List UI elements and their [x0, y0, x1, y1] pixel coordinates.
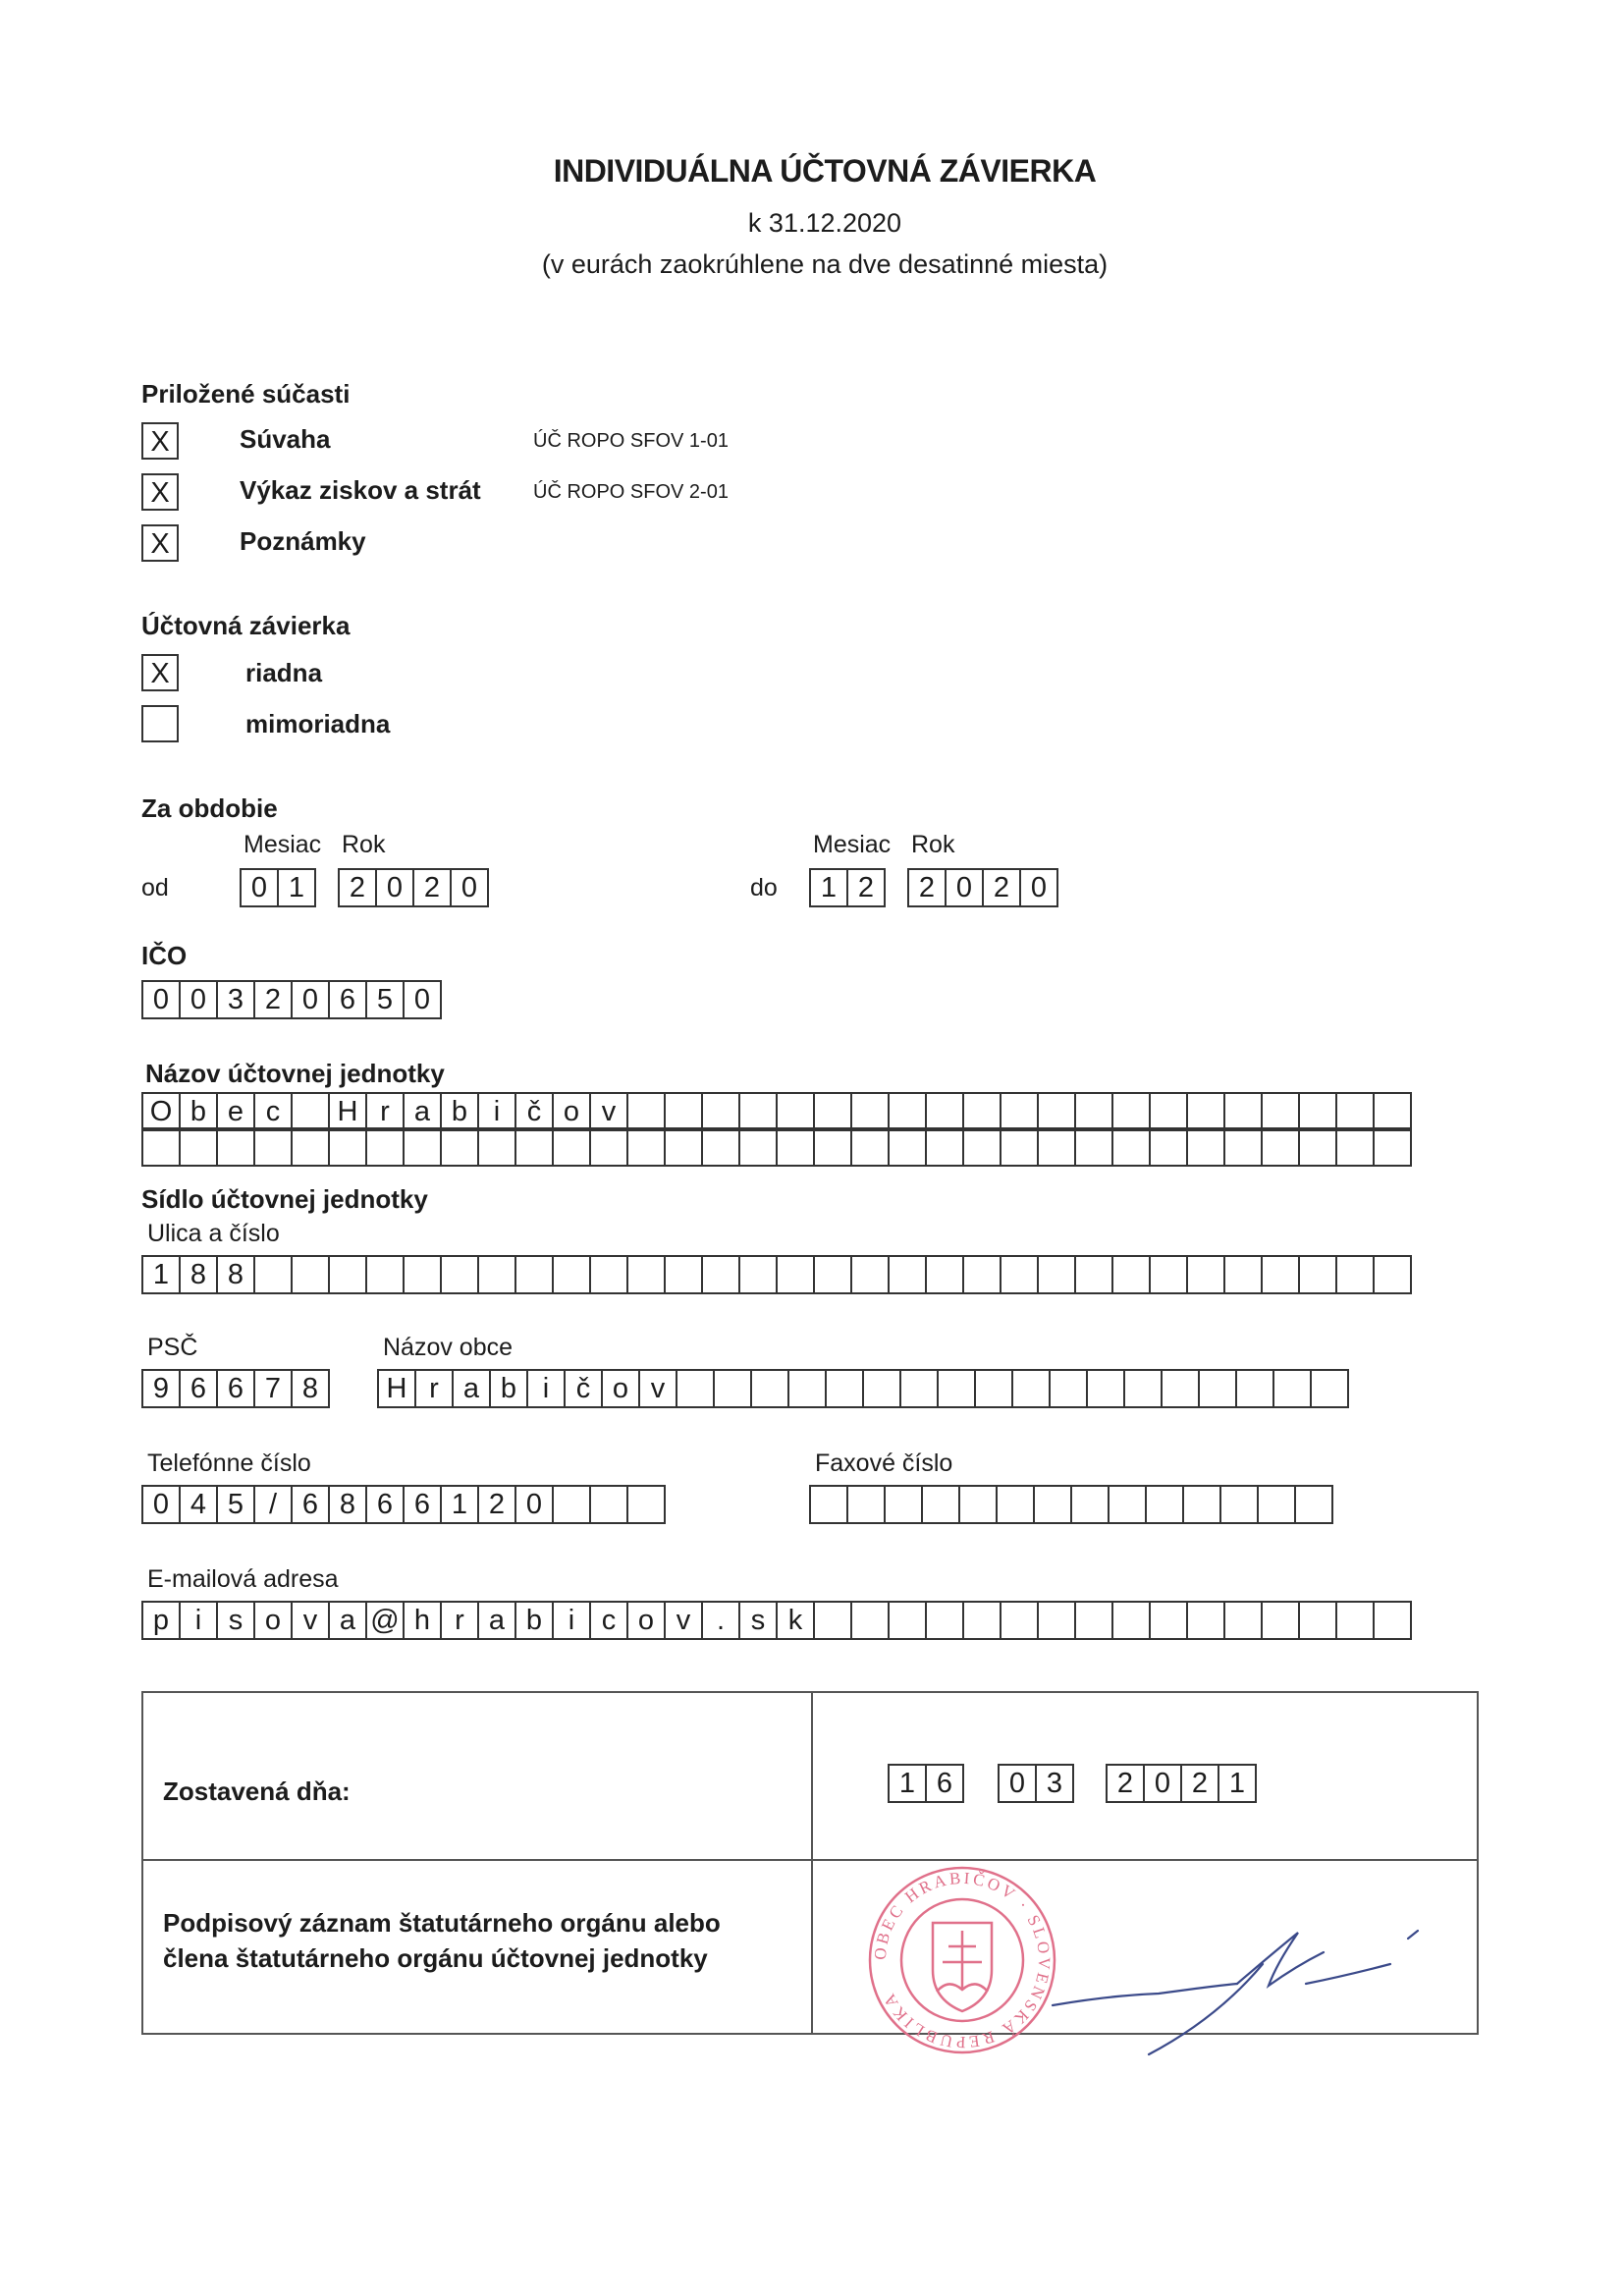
- char-cell: [1298, 1601, 1337, 1640]
- char-cell: [787, 1369, 827, 1408]
- phone-boxes[interactable]: [141, 1485, 666, 1524]
- char-cell: 0: [141, 1485, 181, 1524]
- char-cell: [962, 1255, 1001, 1294]
- char-cell: [701, 1255, 740, 1294]
- char-cell: [1186, 1255, 1225, 1294]
- char-cell: 1: [809, 868, 848, 907]
- char-cell: 2: [253, 980, 293, 1019]
- char-cell: [962, 1092, 1001, 1131]
- char-cell: [1033, 1485, 1072, 1524]
- extraordinary-label: mimoriadna: [245, 709, 391, 738]
- char-cell: a: [477, 1601, 516, 1640]
- char-cell: [1373, 1127, 1412, 1167]
- char-cell: [552, 1485, 591, 1524]
- char-cell: O: [141, 1092, 181, 1131]
- char-cell: [291, 1092, 330, 1131]
- char-cell: [738, 1092, 778, 1131]
- char-cell: [925, 1255, 964, 1294]
- char-cell: [1074, 1255, 1113, 1294]
- char-cell: [552, 1255, 591, 1294]
- char-cell: [403, 1127, 442, 1167]
- char-cell: [514, 1255, 554, 1294]
- char-cell: [1298, 1127, 1337, 1167]
- street-label: Ulica a číslo: [147, 1220, 280, 1247]
- char-cell: [862, 1369, 901, 1408]
- to-label: do: [750, 874, 778, 902]
- char-cell: v: [291, 1601, 330, 1640]
- to-month-label: Mesiac: [813, 831, 892, 858]
- email-boxes[interactable]: [141, 1601, 1412, 1640]
- char-cell: 2: [982, 868, 1021, 907]
- char-cell: [552, 1127, 591, 1167]
- char-cell: o: [626, 1601, 666, 1640]
- signature-label-line-2: člena štatutárneho orgánu účtovnej jednotky: [163, 1943, 708, 1973]
- char-cell: a: [452, 1369, 491, 1408]
- char-cell: 2: [846, 868, 886, 907]
- char-cell: [626, 1255, 666, 1294]
- char-cell: i: [179, 1601, 218, 1640]
- phone-label: Telefónne číslo: [147, 1449, 311, 1477]
- char-cell: [813, 1601, 852, 1640]
- char-cell: [664, 1127, 703, 1167]
- char-cell: [1335, 1601, 1375, 1640]
- char-cell: [1037, 1127, 1076, 1167]
- char-cell: [1086, 1369, 1125, 1408]
- sheet-checkbox[interactable]: X: [141, 422, 179, 460]
- stamp-text: OBEC HRABIČOV · SLOVENSKÁ REPUBLIKA: [870, 1868, 1055, 2052]
- char-cell: [626, 1485, 666, 1524]
- char-cell: 5: [216, 1485, 255, 1524]
- char-cell: v: [664, 1601, 703, 1640]
- date-line: k 31.12.2020: [747, 208, 902, 238]
- char-cell: [846, 1485, 886, 1524]
- char-cell: h: [403, 1601, 442, 1640]
- char-cell: [1186, 1092, 1225, 1131]
- char-cell: [813, 1092, 852, 1131]
- profit-loss-code: ÚČ ROPO SFOV 2-01: [533, 481, 729, 503]
- char-cell: r: [414, 1369, 454, 1408]
- street-boxes[interactable]: [141, 1255, 1412, 1294]
- profit-loss-checkbox[interactable]: X: [141, 473, 179, 511]
- char-cell: b: [179, 1092, 218, 1131]
- char-cell: [1149, 1127, 1188, 1167]
- char-cell: [937, 1369, 976, 1408]
- char-cell: [1070, 1485, 1110, 1524]
- sheet-label: Súvaha: [240, 424, 331, 454]
- char-cell: [1000, 1127, 1039, 1167]
- char-cell: [1111, 1127, 1151, 1167]
- from-month-label: Mesiac: [244, 831, 322, 858]
- compiled-label: Zostavená dňa:: [163, 1777, 351, 1806]
- char-cell: [664, 1092, 703, 1131]
- char-cell: v: [638, 1369, 677, 1408]
- fax-boxes[interactable]: [809, 1485, 1333, 1524]
- char-cell: 2: [1180, 1764, 1219, 1803]
- char-cell: 3: [1035, 1764, 1074, 1803]
- char-cell: [1261, 1601, 1300, 1640]
- char-cell: [514, 1127, 554, 1167]
- char-cell: H: [377, 1369, 416, 1408]
- char-cell: [1123, 1369, 1163, 1408]
- psc-label: PSČ: [147, 1334, 198, 1361]
- char-cell: [1149, 1601, 1188, 1640]
- sheet-code: ÚČ ROPO SFOV 1-01: [533, 430, 729, 452]
- char-cell: [738, 1127, 778, 1167]
- char-cell: [813, 1255, 852, 1294]
- char-cell: 0: [403, 980, 442, 1019]
- char-cell: H: [328, 1092, 367, 1131]
- char-cell: [1272, 1369, 1312, 1408]
- char-cell: 0: [240, 868, 279, 907]
- char-cell: 4: [179, 1485, 218, 1524]
- char-cell: c: [589, 1601, 628, 1640]
- extraordinary-checkbox[interactable]: [141, 705, 179, 742]
- char-cell: [813, 1127, 852, 1167]
- char-cell: [1335, 1092, 1375, 1131]
- char-cell: 0: [945, 868, 984, 907]
- char-cell: [1108, 1485, 1147, 1524]
- char-cell: o: [552, 1092, 591, 1131]
- char-cell: [477, 1255, 516, 1294]
- char-cell: k: [776, 1601, 815, 1640]
- notes-checkbox[interactable]: X: [141, 524, 179, 562]
- char-cell: 8: [328, 1485, 367, 1524]
- char-cell: e: [216, 1092, 255, 1131]
- char-cell: r: [365, 1092, 405, 1131]
- char-cell: a: [403, 1092, 442, 1131]
- char-cell: 6: [403, 1485, 442, 1524]
- char-cell: [1373, 1601, 1412, 1640]
- char-cell: 0: [514, 1485, 554, 1524]
- table-divider: [811, 1691, 813, 2035]
- char-cell: i: [477, 1092, 516, 1131]
- char-cell: 8: [179, 1255, 218, 1294]
- char-cell: 6: [365, 1485, 405, 1524]
- char-cell: [1335, 1255, 1375, 1294]
- entity-name-row-2[interactable]: [141, 1129, 1412, 1167]
- char-cell: [1111, 1255, 1151, 1294]
- char-cell: [888, 1092, 927, 1131]
- char-cell: [253, 1255, 293, 1294]
- char-cell: [776, 1092, 815, 1131]
- char-cell: 3: [216, 980, 255, 1019]
- char-cell: [1149, 1092, 1188, 1131]
- char-cell: [1261, 1255, 1300, 1294]
- profit-loss-label: Výkaz ziskov a strát: [240, 475, 481, 505]
- char-cell: o: [601, 1369, 640, 1408]
- char-cell: č: [514, 1092, 554, 1131]
- char-cell: [962, 1601, 1001, 1640]
- char-cell: [1294, 1485, 1333, 1524]
- char-cell: [974, 1369, 1013, 1408]
- char-cell: [850, 1255, 890, 1294]
- entity-name-label: Názov účtovnej jednotky: [145, 1059, 445, 1088]
- char-cell: [1000, 1092, 1039, 1131]
- char-cell: 0: [291, 980, 330, 1019]
- to-month-boxes[interactable]: [809, 868, 886, 907]
- char-cell: i: [552, 1601, 591, 1640]
- char-cell: [440, 1127, 479, 1167]
- char-cell: [626, 1092, 666, 1131]
- char-cell: [626, 1127, 666, 1167]
- ico-label: IČO: [141, 941, 188, 970]
- to-year-label: Rok: [911, 831, 955, 858]
- char-cell: [925, 1127, 964, 1167]
- from-label: od: [141, 874, 169, 902]
- char-cell: [1219, 1485, 1259, 1524]
- char-cell: [996, 1485, 1035, 1524]
- char-cell: 1: [440, 1485, 479, 1524]
- char-cell: 7: [253, 1369, 293, 1408]
- char-cell: 2: [1106, 1764, 1145, 1803]
- char-cell: 5: [365, 980, 405, 1019]
- char-cell: [1223, 1092, 1263, 1131]
- char-cell: 2: [412, 868, 452, 907]
- fax-label: Faxové číslo: [815, 1449, 953, 1477]
- char-cell: [253, 1127, 293, 1167]
- char-cell: [141, 1127, 181, 1167]
- to-year-boxes[interactable]: [907, 868, 1058, 907]
- notes-label: Poznámky: [240, 526, 366, 556]
- char-cell: 0: [450, 868, 489, 907]
- compiled-day-boxes[interactable]: [888, 1764, 964, 1803]
- char-cell: s: [738, 1601, 778, 1640]
- char-cell: [925, 1601, 964, 1640]
- entity-name-row-1[interactable]: [141, 1092, 1412, 1131]
- char-cell: [1074, 1092, 1113, 1131]
- char-cell: [1298, 1255, 1337, 1294]
- char-cell: 1: [1218, 1764, 1257, 1803]
- char-cell: [1186, 1601, 1225, 1640]
- attached-heading: Priložené súčasti: [141, 379, 351, 409]
- char-cell: 9: [141, 1369, 181, 1408]
- char-cell: [676, 1369, 715, 1408]
- char-cell: 2: [907, 868, 947, 907]
- char-cell: [328, 1255, 367, 1294]
- char-cell: [776, 1255, 815, 1294]
- char-cell: 1: [141, 1255, 181, 1294]
- char-cell: [589, 1255, 628, 1294]
- email-label: E-mailová adresa: [147, 1565, 339, 1593]
- char-cell: [1000, 1601, 1039, 1640]
- char-cell: r: [440, 1601, 479, 1640]
- char-cell: v: [589, 1092, 628, 1131]
- char-cell: 0: [141, 980, 181, 1019]
- units-line: (v eurách zaokrúhlene na dve desatinné miesta): [541, 249, 1109, 279]
- seat-label: Sídlo účtovnej jednotky: [141, 1184, 428, 1214]
- char-cell: b: [514, 1601, 554, 1640]
- char-cell: [962, 1127, 1001, 1167]
- char-cell: [1235, 1369, 1274, 1408]
- from-year-boxes[interactable]: [338, 868, 489, 907]
- char-cell: [738, 1255, 778, 1294]
- char-cell: [1373, 1092, 1412, 1131]
- char-cell: 6: [216, 1369, 255, 1408]
- char-cell: 0: [1143, 1764, 1182, 1803]
- char-cell: [1037, 1601, 1076, 1640]
- char-cell: č: [564, 1369, 603, 1408]
- regular-label: riadna: [245, 658, 323, 687]
- char-cell: [1074, 1601, 1113, 1640]
- signature-label-line-1: Podpisový záznam štatutárneho orgánu alebo: [163, 1908, 721, 1938]
- char-cell: s: [216, 1601, 255, 1640]
- char-cell: [888, 1127, 927, 1167]
- char-cell: [1186, 1127, 1225, 1167]
- char-cell: [1000, 1255, 1039, 1294]
- char-cell: [958, 1485, 998, 1524]
- char-cell: [1373, 1255, 1412, 1294]
- char-cell: [1111, 1601, 1151, 1640]
- char-cell: [1161, 1369, 1200, 1408]
- char-cell: [664, 1255, 703, 1294]
- char-cell: [701, 1127, 740, 1167]
- char-cell: [477, 1127, 516, 1167]
- psc-boxes[interactable]: [141, 1369, 330, 1408]
- char-cell: c: [253, 1092, 293, 1131]
- char-cell: 0: [375, 868, 414, 907]
- char-cell: [925, 1092, 964, 1131]
- char-cell: 6: [291, 1485, 330, 1524]
- char-cell: [1335, 1127, 1375, 1167]
- char-cell: [1198, 1369, 1237, 1408]
- char-cell: 0: [179, 980, 218, 1019]
- statement-type-heading: Účtovná závierka: [141, 611, 351, 640]
- char-cell: [291, 1127, 330, 1167]
- compiled-year-boxes[interactable]: [1106, 1764, 1257, 1803]
- char-cell: [850, 1092, 890, 1131]
- char-cell: [1223, 1601, 1263, 1640]
- char-cell: [1257, 1485, 1296, 1524]
- char-cell: [179, 1127, 218, 1167]
- char-cell: [1261, 1092, 1300, 1131]
- char-cell: /: [253, 1485, 293, 1524]
- char-cell: b: [440, 1092, 479, 1131]
- char-cell: 8: [216, 1255, 255, 1294]
- char-cell: [888, 1601, 927, 1640]
- char-cell: [328, 1127, 367, 1167]
- char-cell: [701, 1092, 740, 1131]
- char-cell: [1298, 1092, 1337, 1131]
- char-cell: .: [701, 1601, 740, 1640]
- char-cell: [1111, 1092, 1151, 1131]
- char-cell: [750, 1369, 789, 1408]
- char-cell: [440, 1255, 479, 1294]
- char-cell: [1037, 1255, 1076, 1294]
- char-cell: 6: [328, 980, 367, 1019]
- char-cell: 2: [338, 868, 377, 907]
- char-cell: [1049, 1369, 1088, 1408]
- char-cell: [809, 1485, 848, 1524]
- from-year-label: Rok: [342, 831, 386, 858]
- char-cell: [850, 1601, 890, 1640]
- official-stamp-icon: [864, 1862, 1060, 2058]
- char-cell: 6: [179, 1369, 218, 1408]
- ico-boxes[interactable]: [141, 980, 442, 1019]
- char-cell: [589, 1485, 628, 1524]
- compiled-month-boxes[interactable]: [998, 1764, 1074, 1803]
- char-cell: [1149, 1255, 1188, 1294]
- regular-checkbox[interactable]: X: [141, 654, 179, 691]
- city-label: Názov obce: [383, 1334, 514, 1361]
- char-cell: [1182, 1485, 1221, 1524]
- signature-icon: [1041, 1925, 1434, 2062]
- char-cell: 1: [277, 868, 316, 907]
- char-cell: [899, 1369, 939, 1408]
- char-cell: [1261, 1127, 1300, 1167]
- char-cell: 1: [888, 1764, 927, 1803]
- from-month-boxes[interactable]: [240, 868, 316, 907]
- char-cell: [216, 1127, 255, 1167]
- char-cell: [1011, 1369, 1051, 1408]
- char-cell: [1223, 1255, 1263, 1294]
- char-cell: i: [526, 1369, 566, 1408]
- char-cell: [365, 1255, 405, 1294]
- period-heading: Za obdobie: [141, 793, 278, 823]
- char-cell: [1310, 1369, 1349, 1408]
- char-cell: [1223, 1127, 1263, 1167]
- char-cell: [776, 1127, 815, 1167]
- char-cell: [713, 1369, 752, 1408]
- char-cell: [921, 1485, 960, 1524]
- char-cell: [403, 1255, 442, 1294]
- char-cell: @: [365, 1601, 405, 1640]
- char-cell: p: [141, 1601, 181, 1640]
- char-cell: b: [489, 1369, 528, 1408]
- char-cell: 6: [925, 1764, 964, 1803]
- char-cell: [825, 1369, 864, 1408]
- char-cell: [850, 1127, 890, 1167]
- char-cell: 0: [1019, 868, 1058, 907]
- char-cell: [365, 1127, 405, 1167]
- char-cell: 0: [998, 1764, 1037, 1803]
- city-boxes[interactable]: [377, 1369, 1349, 1408]
- table-divider: [141, 1859, 1479, 1861]
- char-cell: [589, 1127, 628, 1167]
- char-cell: [1074, 1127, 1113, 1167]
- char-cell: 8: [291, 1369, 330, 1408]
- char-cell: o: [253, 1601, 293, 1640]
- char-cell: a: [328, 1601, 367, 1640]
- char-cell: [888, 1255, 927, 1294]
- document-title: INDIVIDUÁLNA ÚČTOVNÁ ZÁVIERKA: [553, 153, 1097, 189]
- char-cell: 2: [477, 1485, 516, 1524]
- char-cell: [291, 1255, 330, 1294]
- char-cell: [1037, 1092, 1076, 1131]
- char-cell: [1145, 1485, 1184, 1524]
- char-cell: [884, 1485, 923, 1524]
